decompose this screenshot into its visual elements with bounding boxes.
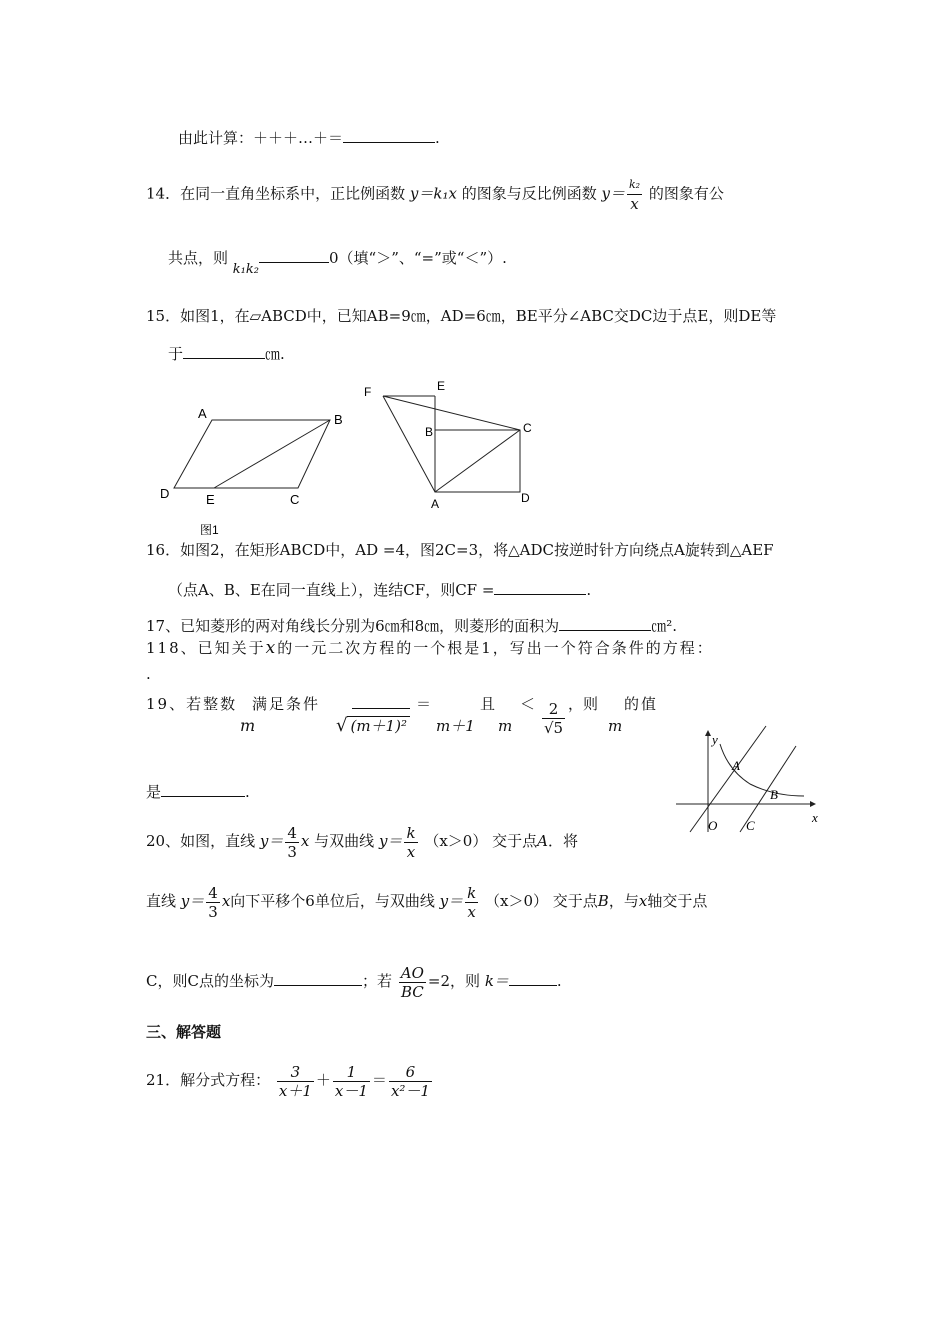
q20-frac-bc: BC — [400, 982, 424, 1001]
label-x: x — [812, 810, 818, 825]
label-c: C — [746, 818, 755, 833]
answer-blank[interactable] — [274, 971, 362, 986]
q20-text-k: =2，则 — [427, 972, 481, 990]
figure-2-rectangle — [355, 372, 545, 522]
q20-line1 — [146, 822, 578, 861]
q20-text-d: 直线 — [146, 892, 177, 910]
q17-line — [146, 616, 677, 636]
q18-line — [146, 638, 714, 658]
q21-plus: ＋ — [315, 1071, 331, 1089]
x-axis-arrow-icon — [810, 801, 816, 807]
q20-frac3-den: 3 — [208, 902, 218, 921]
label-c: C — [523, 421, 532, 435]
q20-frac4-den: x — [467, 902, 476, 921]
q19-text-e: 的值 — [624, 695, 659, 713]
q21-frac3-den: x²－1 — [390, 1081, 430, 1100]
q21-line — [146, 1058, 434, 1102]
q20-text-f: 交于点 — [552, 892, 598, 910]
q19-sqrt-blank — [352, 708, 410, 709]
q14-k1k2: k₁k₂ — [232, 262, 259, 277]
q21-text: 21．解分式方程： — [146, 1071, 271, 1089]
q21-frac3-num: 6 — [389, 1063, 432, 1082]
q21-frac2-den: x－1 — [334, 1081, 368, 1100]
q20-frac3-num: 4 — [208, 883, 218, 902]
answer-blank[interactable] — [161, 782, 245, 797]
q19-frac-num: 2 — [542, 700, 565, 719]
q20-text-e: 向下平移个6单位后，与双曲线 — [230, 892, 435, 910]
q20-k-eq: k＝ — [484, 972, 509, 990]
q18-dot: . — [146, 665, 151, 683]
q20-frac4-num: k — [467, 883, 477, 902]
q19-m1: m — [240, 716, 256, 735]
q19-text-d: ，则 — [568, 695, 599, 713]
q20-text-c: 交于点 — [492, 832, 538, 850]
label-e: E — [437, 379, 446, 393]
answer-blank[interactable] — [509, 971, 557, 986]
label-a: A — [431, 497, 440, 511]
q20-text-j: ；若 — [361, 972, 392, 990]
label-e: E — [206, 492, 215, 507]
q20-point-b: B — [597, 892, 609, 910]
q14-eq2-num: k₂ — [627, 176, 642, 195]
q19-text-c: 且 — [480, 695, 496, 713]
q13-text: 由此计算：＋＋＋…＋＝ — [178, 129, 344, 147]
q19-sqrt: √ (m＋1)² — [336, 716, 410, 736]
q18-var-x: x — [265, 638, 278, 658]
q14-text-c: 的图象有公 — [648, 184, 724, 203]
q20-y1: y＝ — [259, 832, 284, 850]
q20-x2: x — [638, 892, 648, 910]
q20-frac1-den: 3 — [287, 842, 297, 861]
q20-text-i: C，则C点的坐标为 — [146, 972, 274, 990]
q20-line3 — [146, 962, 562, 1001]
q13-tail — [178, 128, 440, 148]
q14-eq2-frac — [627, 176, 642, 213]
answer-blank[interactable] — [343, 128, 435, 143]
q20-cond-b: （x＞0） — [484, 892, 548, 910]
label-y: y — [712, 732, 718, 747]
section-heading: 三、解答题 — [146, 1023, 222, 1041]
q20-frac2-den: x — [406, 842, 416, 861]
q21-frac1-den: x＋1 — [278, 1081, 312, 1100]
segment-fa — [383, 396, 435, 492]
q20-y2b: y＝ — [439, 892, 464, 910]
q20-text-g: ，与 — [608, 892, 639, 910]
parallelogram-abcd — [174, 420, 330, 488]
label-b: B — [425, 425, 434, 439]
q17-unit: ㎝². — [651, 617, 677, 635]
q16-line2 — [168, 580, 591, 600]
answer-blank[interactable] — [259, 248, 329, 263]
q19-text-b: 满足条件 — [252, 695, 321, 713]
label-f: F — [364, 385, 372, 399]
q19-eq: ＝ — [416, 695, 432, 713]
segment-fc — [383, 396, 520, 430]
q20-text-h: 轴交于点 — [647, 892, 708, 910]
label-b: B — [334, 412, 343, 427]
q14-eq2-lhs: y＝ — [601, 184, 625, 203]
q19-frac — [540, 700, 567, 737]
label-a: A — [198, 406, 207, 421]
q13-end: . — [435, 129, 440, 147]
q20-cond: （x＞0） — [424, 832, 488, 850]
q19-sqrt-body: (m＋1)² — [347, 716, 410, 735]
figure-1-parallelogram — [150, 400, 360, 535]
q15-text-b: ㎝. — [265, 345, 285, 363]
q19-m2: m＋1 — [436, 717, 475, 735]
answer-blank[interactable] — [559, 616, 651, 631]
q18-text-a: 118、已知关于 — [146, 639, 266, 657]
q15-line2 — [168, 344, 285, 364]
answer-blank[interactable] — [494, 580, 586, 595]
q19-text-a: 19、若整数 — [146, 695, 238, 713]
figure-3-coordinate-plane — [670, 722, 830, 837]
q19-m3: m — [498, 717, 513, 735]
q19-line2 — [146, 782, 250, 802]
q20-text-a: 20、如图，直线 — [146, 832, 256, 850]
q21-eq: ＝ — [371, 1071, 387, 1089]
q20-frac-ao: AO — [400, 963, 424, 982]
q14-text-d: 共点，则 — [168, 249, 229, 267]
q14-eq1: y＝k₁x — [409, 184, 457, 203]
q20-line2 — [146, 882, 707, 921]
q20-text-b: 与双曲线 — [314, 832, 375, 850]
q19-m4: m — [608, 717, 623, 735]
q21-frac2-num: 1 — [333, 1063, 370, 1082]
segment-ac — [435, 430, 520, 492]
label-a: A — [732, 758, 740, 773]
q14-text-e: 0（填“＞”、“=”或“＜”）. — [328, 249, 507, 267]
q20-frac1-num: 4 — [287, 823, 297, 842]
q16-text-a: （点A、B、E在同一直线上），连结CF，则CF = — [168, 581, 495, 599]
q14-text-a: 14．在同一直角坐标系中，正比例函数 — [146, 184, 406, 203]
q17-text: 17、已知菱形的两对角线长分别为6㎝和8㎝，则菱形的面积为 — [146, 617, 560, 635]
answer-blank[interactable] — [183, 344, 265, 359]
q14-line2 — [168, 248, 507, 277]
y-axis-arrow-icon — [705, 730, 711, 736]
q14-text-b: 的图象与反比例函数 — [461, 184, 597, 203]
q19-lt: ＜ — [520, 695, 536, 713]
q15-line1: 15．如图1，在▱ABCD中，已知AB=9㎝，AD=6㎝，BE平分∠ABC交DC边于点E，则DE等 — [146, 307, 777, 325]
q20-text-end1: ．将 — [547, 832, 578, 850]
label-o: O — [708, 818, 718, 833]
label-b: B — [770, 787, 778, 802]
line-oa — [690, 726, 766, 832]
q21-frac1-num: 3 — [277, 1063, 314, 1082]
q16-line1: 16．如图2，在矩形ABCD中，AD =4，图2C=3，将△ADC按逆时针方向绕点A旋转到△AEF — [146, 541, 774, 559]
label-d: D — [160, 486, 170, 501]
q15-text-a: 于 — [168, 345, 184, 363]
segment-be — [214, 420, 330, 488]
q18-text-b: 的一元二次方程的一个根是1，写出一个符合条件的方程： — [277, 639, 714, 657]
q14-line1 — [146, 176, 724, 213]
q20-frac2-num: k — [406, 823, 416, 842]
q20-point-a: A — [537, 832, 548, 850]
q19-text-g: . — [245, 783, 250, 801]
q20-y2: y＝ — [378, 832, 403, 850]
q20-x1b: x — [221, 892, 231, 910]
label-d: D — [521, 491, 530, 505]
q14-eq2-den: x — [630, 195, 639, 213]
q19-text-f: 是 — [146, 783, 162, 801]
label-c: C — [290, 492, 300, 507]
figure-1-caption: 图1 — [200, 523, 219, 535]
q20-y1b: y＝ — [180, 892, 205, 910]
q20-text-l: . — [556, 972, 562, 990]
q19-frac-den: √5 — [544, 719, 564, 737]
q20-x1: x — [300, 832, 310, 850]
q16-text-b: . — [586, 581, 592, 599]
